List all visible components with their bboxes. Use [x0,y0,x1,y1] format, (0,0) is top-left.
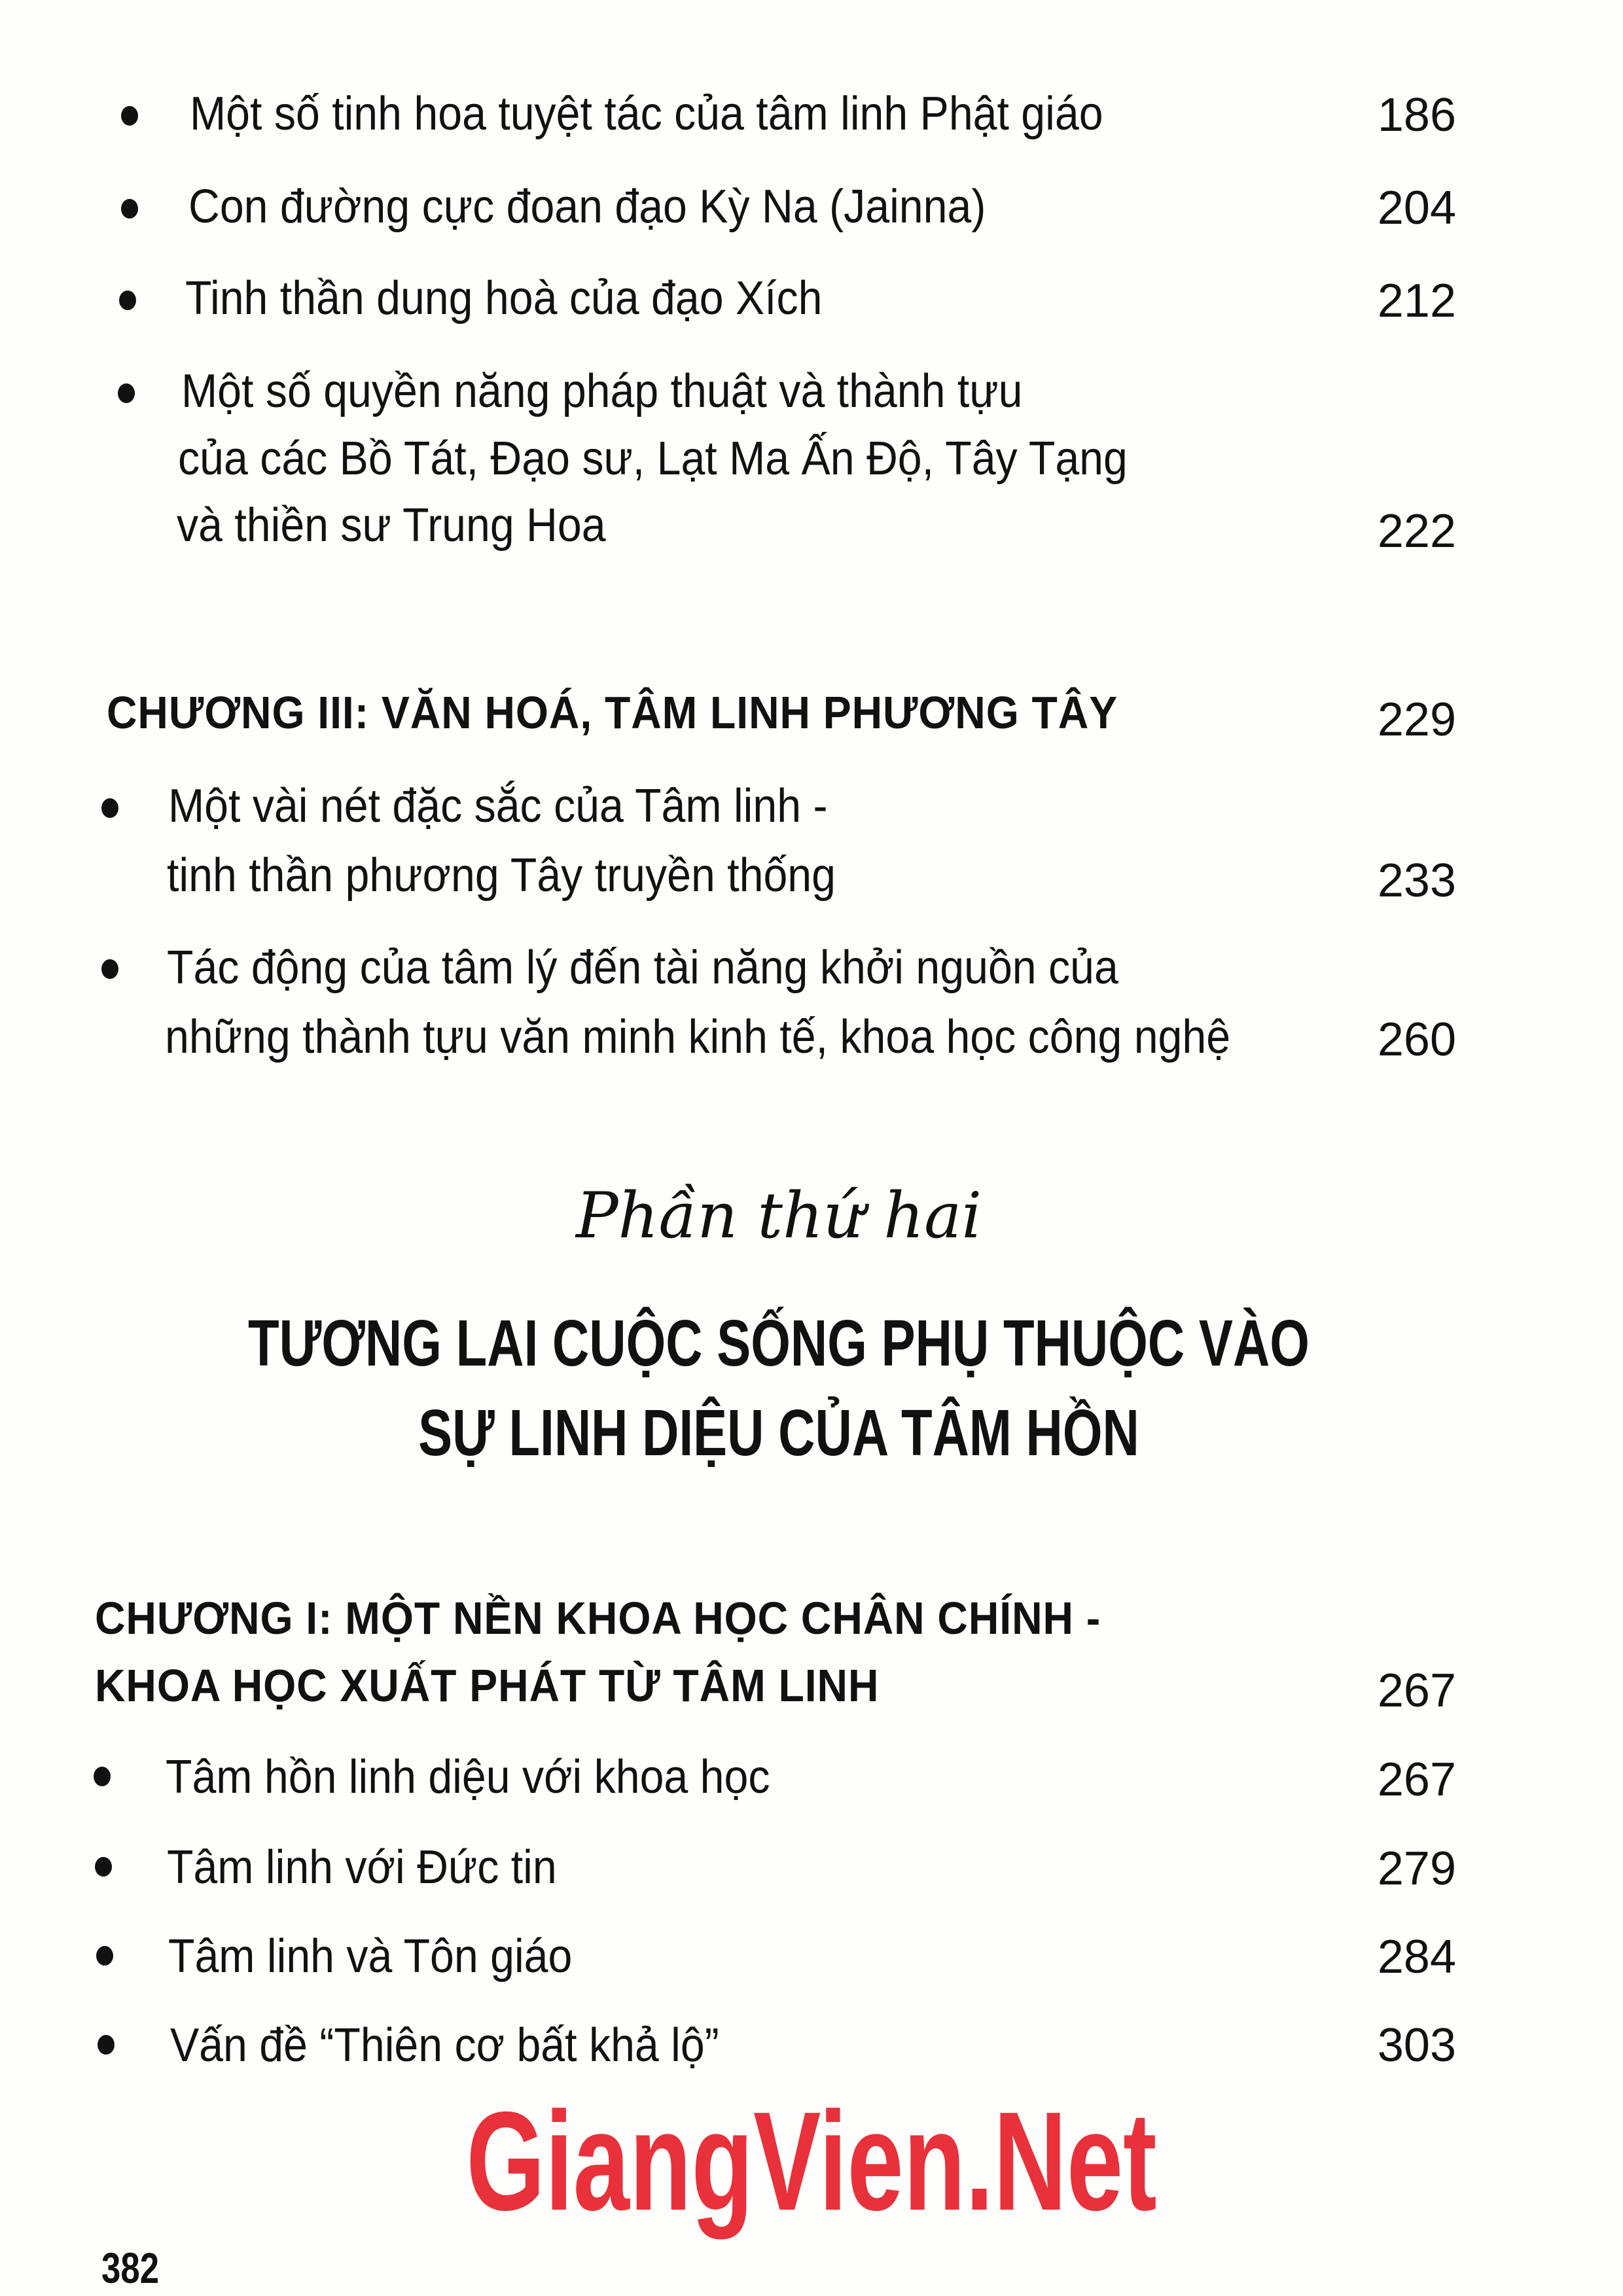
page-number: 284 [1377,1931,1456,1983]
entry-text: Một số tinh hoa tuyệt tác của tâm linh Phật giáo [190,88,1103,140]
entry-text: Tâm linh với Đức tin [167,1841,557,1894]
entry-text: và thiền sư Trung Hoa [177,499,606,552]
entry-text: Một số quyền năng pháp thuật và thành tựu [181,365,1023,417]
page-number: 303 [1377,2019,1456,2072]
page-number: 267 [1377,1754,1456,1806]
part-title-line: SỰ LINH DIỆU CỦA TÂM HỒN [418,1396,1139,1470]
page-number: 233 [1377,855,1456,907]
bullet-icon [101,959,118,979]
page-number: 204 [1377,182,1456,234]
bullet-icon [95,1857,112,1877]
page-number: 186 [1377,89,1456,141]
chapter-title: CHƯƠNG I: MỘT NỀN KHOA HỌC CHÂN CHÍNH - [95,1593,1101,1644]
entry-text: Vấn đề “Thiên cơ bất khả lộ” [170,2019,719,2072]
entry-text: của các Bồ Tát, Đạo sư, Lạt Ma Ấn Độ, Tây Tạng [178,433,1128,485]
entry-text: Tác động của tâm lý đến tài năng khởi nguồn của [167,942,1118,994]
page-number: 260 [1377,1014,1456,1066]
page-folio: 382 [101,2244,160,2292]
entry-text: những thành tựu văn minh kinh tế, khoa học công nghệ [165,1011,1231,1063]
page-number: 212 [1377,275,1456,327]
chapter-title: KHOA HỌC XUẤT PHÁT TỪ TÂM LINH [95,1660,880,1711]
bullet-icon [121,199,138,219]
part-label: Phần thứ hai [575,1179,982,1252]
bullet-icon [96,1946,113,1966]
entry-text: Tâm linh và Tôn giáo [168,1930,573,1983]
chapter-title: CHƯƠNG III: VĂN HOÁ, TÂM LINH PHƯƠNG TÂY [107,687,1118,738]
bullet-icon [121,106,138,126]
entry-text: Một vài nét đặc sắc của Tâm linh - [168,780,828,832]
page-number: 222 [1377,505,1456,557]
part-title-line: TƯƠNG LAI CUỘC SỐNG PHỤ THUỘC VÀO [248,1307,1310,1380]
entry-text: Con đường cực đoan đạo Kỳ Na (Jainna) [188,181,986,233]
page-number: 267 [1377,1665,1456,1717]
page-number: 229 [1377,694,1456,746]
bullet-icon [98,2035,115,2055]
entry-text: tinh thần phương Tây truyền thống [167,849,836,902]
bullet-icon [119,291,136,310]
bullet-icon [94,1767,111,1786]
bullet-icon [118,383,135,403]
page-number: 279 [1377,1843,1456,1895]
bullet-icon [101,798,118,818]
entry-text: Tâm hồn linh diệu với khoa học [166,1751,770,1803]
watermark: GiangVien.Net [466,2082,1157,2240]
entry-text: Tinh thần dung hoà của đạo Xích [185,272,823,325]
